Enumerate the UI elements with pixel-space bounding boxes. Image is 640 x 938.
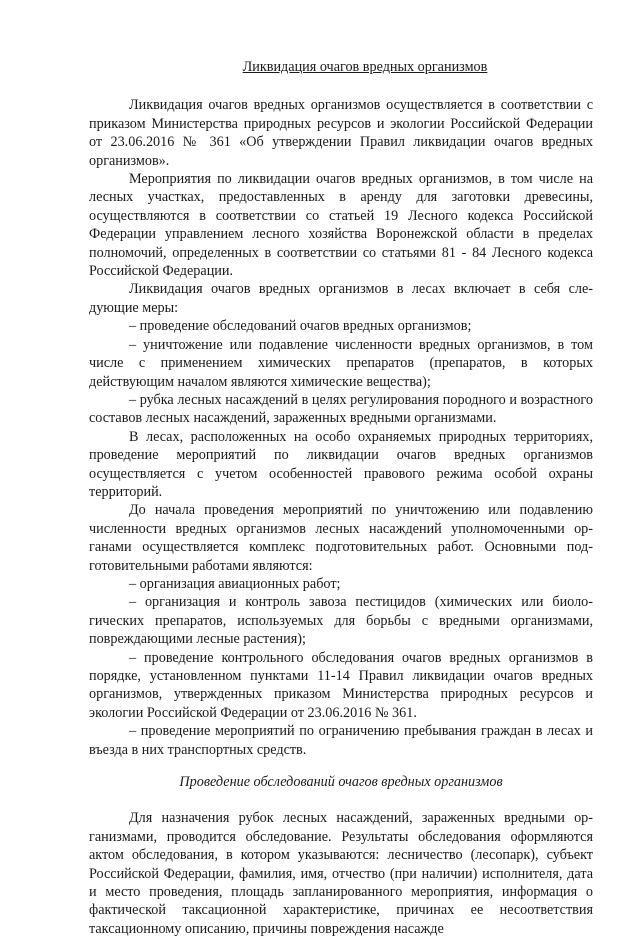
paragraph: Ликвидация очагов вредных организмов осуществляется в соответствии с приказом Министерства природных ресурсов и экологии Российской Федерации от 23.06.2016 № 361 «Об утверждении Правил ликвидации очагов вредных организмов». [89, 97, 593, 169]
section-main [89, 96, 593, 759]
document-page [89, 58, 593, 938]
list-item: – проведение контрольного обследования очагов вредных организмов в порядке, установленном пунктами 11-14 Правил ликвидации очагов вредных организмов, утвержденных приказом Министерства природных ресурсов и экологии Российской Федерации от 23.06.2016 № 361. [89, 649, 593, 721]
section-subtitle: Проведение обследований очагов вредных организмов [179, 774, 503, 791]
paragraph: До начала проведения мероприятий по уничтожению или подавлению численности вредных организмов лесных насаждений уполномоченными органами осуществляется комплекс подготовительных работ. Основными подготовительными работами являются: [89, 502, 593, 574]
document-title: Ликвидация очагов вредных организмов [242, 59, 488, 75]
list-item: – организация и контроль завоза пестицидов (химических или биологических препаратов, используемых для борьбы с вредными организмами, повреждающими лесные растения); [89, 594, 593, 648]
section-survey [89, 809, 593, 938]
paragraph: Для назначения рубок лесных насаждений, зараженных вредными организмами, проводится обследование. Результаты обследования оформляются актом обследования, в котором указываются: лесничество (лесопарк), субъект Российской Федерации, фамилия, имя, отчество (при наличии) исполнителя, дата и место проведения, площадь запланированного мероприятия, информация о фактической таксационной характеристике, причинах ее несоответствия таксационному описанию, причины повреждения насажде [89, 810, 593, 937]
paragraph: В лесах, расположенных на особо охраняемых природных территориях, проведение мероприятий по ликвидации очагов вредных организмов осуществляется с учетом особенностей правового режима особой охраны территорий. [89, 428, 593, 500]
list-item: – организация авиационных работ; [129, 575, 341, 592]
paragraph: Мероприятия по ликвидации очагов вредных организмов, в том числе на лесных участках, предоставленных в аренду для заготовки древесины, осуществляются в соответствии со статьей 19 Лесного кодекса Российской Федерации управлением лесного хозяйства Воронежской области в пределах полномочий, определенных в соответствии со статьями 81 - 84 Лесного кодекса Российской Федерации. [89, 171, 593, 280]
list-item: – проведение мероприятий по ограничению пребывания граждан в лесах и въезда в них транспортных средств. [89, 723, 593, 758]
list-item: – уничтожение или подавление численности вредных организмов, в том числе с применением химических препаратов (препаратов, в которых действующим началом являются химические вещества); [89, 336, 593, 390]
list-item: – рубка лесных насаждений в целях регулирования породного и возрастного составов лесных насаждений, зараженных вредными организмами. [89, 391, 593, 427]
paragraph: Ликвидация очагов вредных организмов в лесах включает в себя следующие меры: [89, 281, 593, 316]
list-item: – проведение обследований очагов вредных организмов; [129, 318, 472, 335]
